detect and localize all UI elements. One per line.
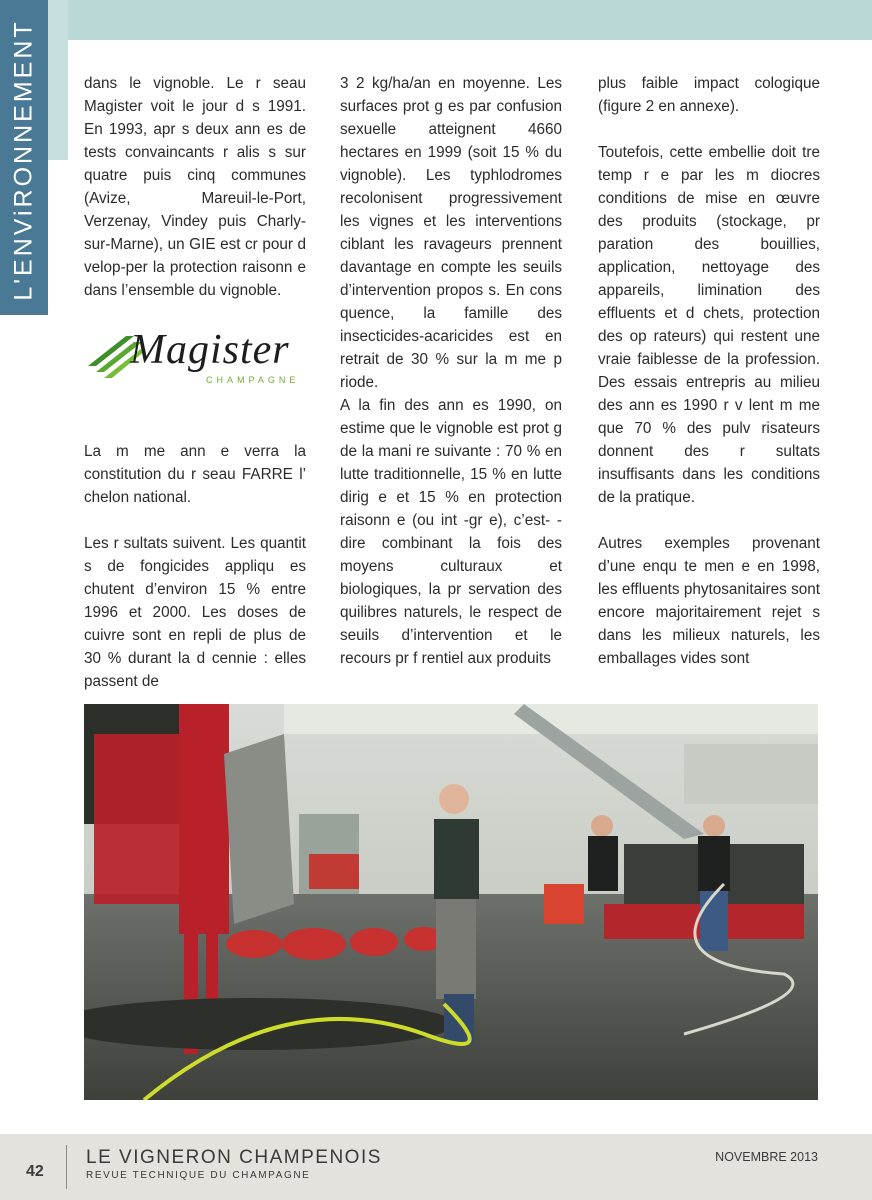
text-column-2 xyxy=(340,72,562,670)
paragraph: 3 2 kg/ha/an en moyenne. Les surfaces prot g es par confusion sexuelle atteignent 4660 hectares en 1999 (soit 15 % du vignoble). Les typhlodromes recolonisent progressivement les vignes et les interventions ciblant les ravageurs prennent davantage en compte les seuils d’intervention propos s. En cons quence, la famille des insecticides-acaricides est en retrait de 30 % sur la m me p riode. xyxy=(340,75,562,391)
paragraph: plus faible impact cologique (figure 2 en annexe). xyxy=(598,75,820,115)
paragraph: Toutefois, cette embellie doit tre temp r e par les m diocres conditions de mise en œuvre des produits (stockage, pr paration des bouillies, application, nettoyage des appareils, limination des effluents et d chets, protection des op rateurs) qui restent une vraie faiblesse de la profession. Des essais entrepris au milieu des ann es 1990 r v lent m me que 70 % des pulv risateurs donnent des r sultats insuffisants dans les conditions de la pratique. xyxy=(598,144,820,506)
section-label: L'ENViRONNEMENT xyxy=(9,19,38,301)
issue-date: NOVEMBRE 2013 xyxy=(715,1150,818,1164)
logo-wordmark: Magister xyxy=(130,327,290,373)
magazine-prefix: LE VIGNERON xyxy=(86,1147,240,1168)
text-column-3 xyxy=(598,72,820,670)
photo-illustration xyxy=(84,704,818,1100)
paragraph: dans le vignoble. Le r seau Magister voit le jour d s 1991. En 1993, apr s deux ann es de tests convaincants r alis s sur quatre puis cinq communes (Avize, Mareuil-le-Port, Verzenay, Vindey puis Charly-sur-Marne), un GIE est cr pour d velop-per la protection raisonn e dans l’ensemble du vignoble. xyxy=(84,75,306,299)
magazine-title xyxy=(86,1147,382,1169)
magazine-name: CHAMPENOIS xyxy=(239,1147,382,1168)
pressing-room-photo xyxy=(84,704,818,1100)
paragraph: La m me ann e verra la constitution du r seau FARRE l’ chelon national. xyxy=(84,443,306,506)
paragraph: A la fin des ann es 1990, on estime que le vignoble est prot g de la mani re suivante : 70 % en lutte traditionnelle, 15 % en lutte dirig e et 15 % en protection raisonn e (ou int -gr e), c’est- -dire combinant la fois des moyens culturaux et biologiques, la pr servation des quilibres naturels, le respect de seuils d’intervention et le recours pr f rentiel aux produits xyxy=(340,397,562,667)
paragraph: Autres exemples provenant d’une enqu te men e en 1998, les effluents phytosanitaires sont encore majoritairement rejet s dans les milieux naturels, les emballages vides sont xyxy=(598,535,820,667)
section-tab xyxy=(0,0,48,315)
paragraph: Les r sultats suivent. Les quantit s de fongicides appliqu es chutent d’environ 15 % entre 1996 et 2000. Les doses de cuivre sont en repli de plus de 30 % durant la d cennie : elles passent de xyxy=(84,535,306,690)
top-header-bar xyxy=(68,0,872,40)
logo-subtitle: CHAMPAGNE xyxy=(206,375,300,385)
magister-logo xyxy=(86,327,306,390)
magazine-subtitle: REVUE TECHNIQUE DU CHAMPAGNE xyxy=(86,1170,311,1181)
page-number: 42 xyxy=(26,1163,44,1180)
side-tab-accent xyxy=(48,0,68,160)
footer-divider xyxy=(66,1145,67,1189)
